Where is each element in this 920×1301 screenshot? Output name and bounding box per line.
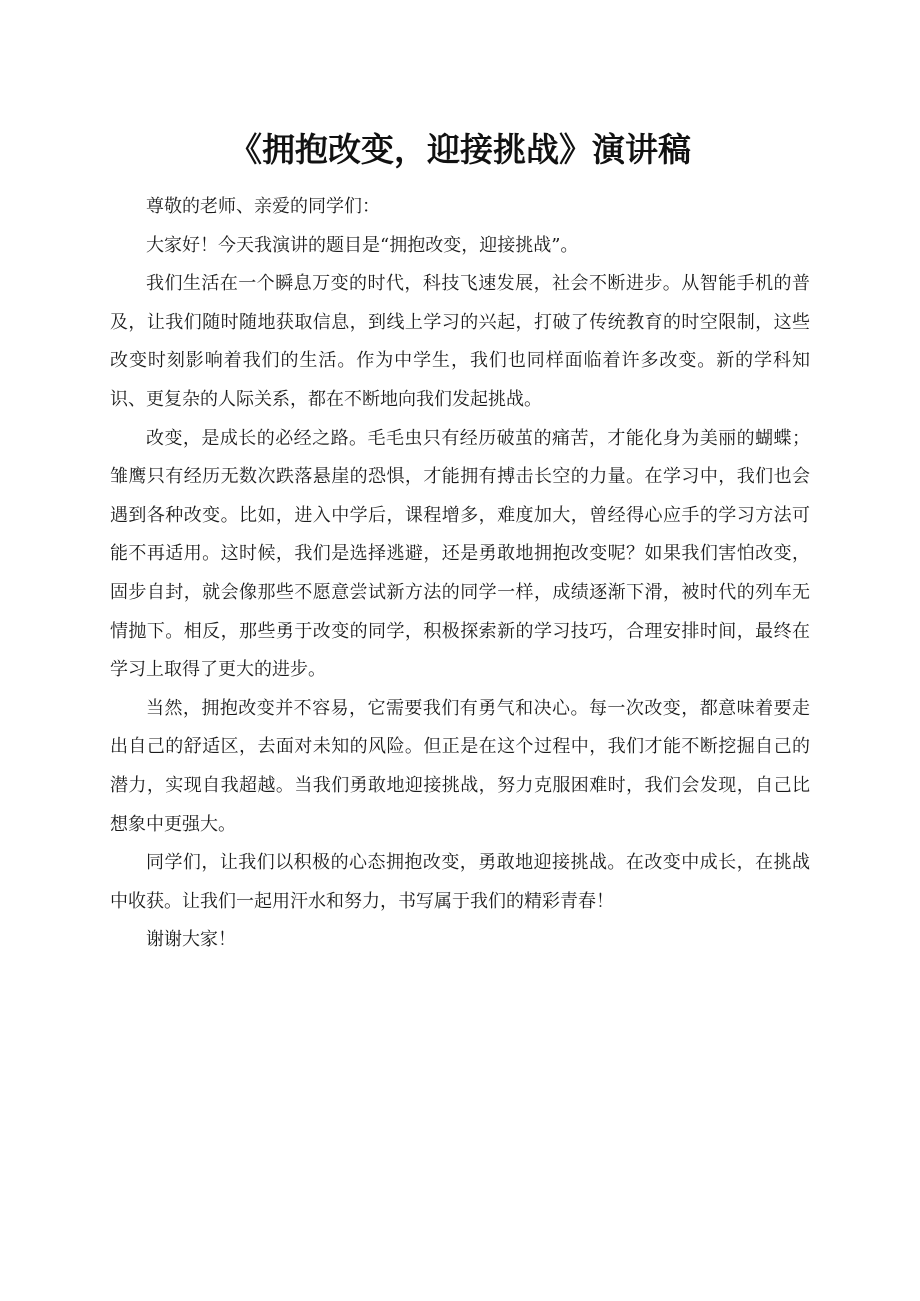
thanks-paragraph: 谢谢大家！ (146, 929, 236, 951)
salutation-paragraph: 尊敬的老师、亲爱的同学们： (146, 196, 380, 217)
body-paragraph-3: 当然，拥抱改变并不容易，它需要我们有勇气和决心。每一次改变，都意味着要走出自己的舒适区，去面对未知的风险。但正是在这个过程中，我们才能不断挖掘自己的潜力，实现自我超越。当我们勇敢地迎接挑战，努力克服困难时，我们会发现，自己比想象中更强大。 (110, 697, 810, 835)
body-paragraph-1: 我们生活在一个瞬息万变的时代，科技飞速发展，社会不断进步。从智能手机的普及，让我们随时随地获取信息，到线上学习的兴起，打破了传统教育的时空限制，这些改变时刻影响着我们的生活。作为中学生，我们也同样面临着许多改变。新的学科知识、更复杂的人际关系，都在不断地向我们发起挑战。 (110, 273, 810, 410)
document-title: 《拥抱改变，迎接挑战》演讲稿 (229, 130, 691, 169)
closing-paragraph: 同学们，让我们以积极的心态拥抱改变，勇敢地迎接挑战。在改变中成长，在挑战中收获。让我们一起用汗水和努力，书写属于我们的精彩青春！ (110, 852, 810, 912)
greeting-paragraph: 大家好！今天我演讲的题目是“拥抱改变，迎接挑战”。 (146, 234, 579, 256)
speech-body (110, 188, 810, 960)
body-paragraph-2: 改变，是成长的必经之路。毛毛虫只有经历破茧的痛苦，才能化身为美丽的蝴蝶；雏鹰只有经历无数次跌落悬崖的恐惧，才能拥有搏击长空的力量。在学习中，我们也会遇到各种改变。比如，进入中学后，课程增多，难度加大，曾经得心应手的学习方法可能不再适用。这时候，我们是选择逃避，还是勇敢地拥抱改变呢？如果我们害怕改变，固步自封，就会像那些不愿意尝试新方法的同学一样，成绩逐渐下滑，被时代的列车无情抛下。相反，那些勇于改变的同学，积极探索新的学习技巧，合理安排时间，最终在学习上取得了更大的进步。 (110, 427, 810, 681)
